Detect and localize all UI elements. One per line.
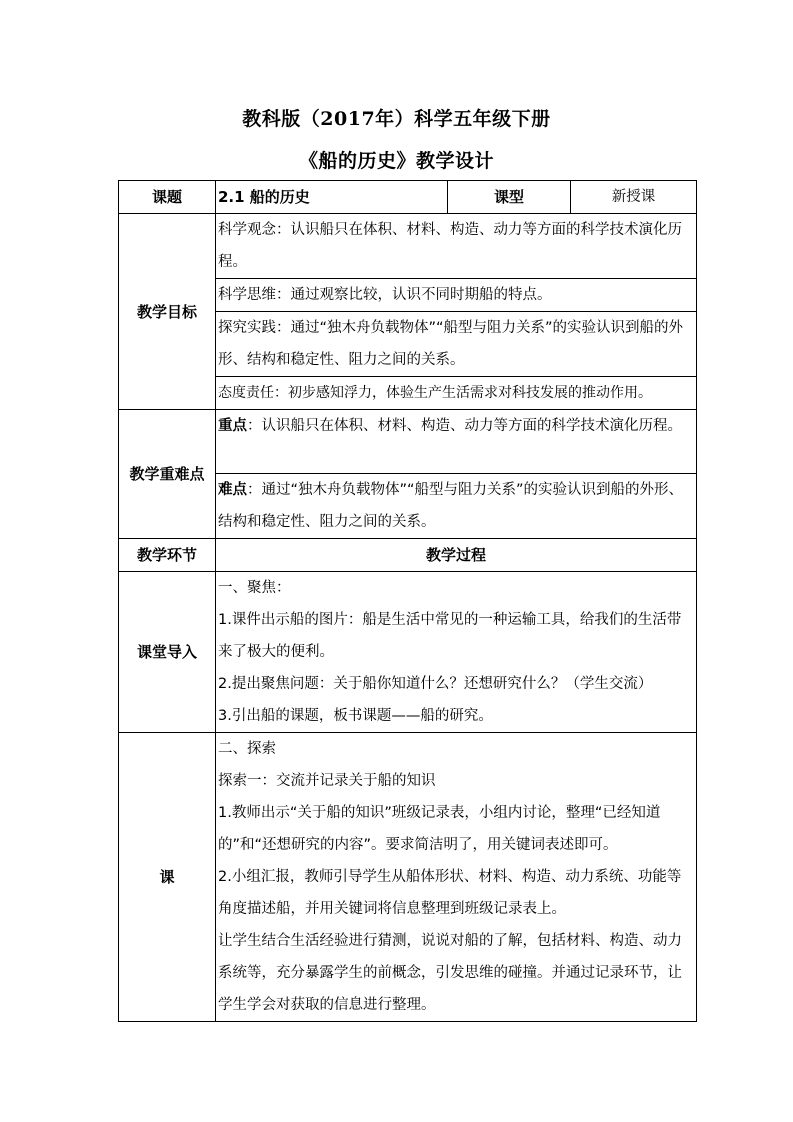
- lesson-line: 1.教师出示“关于船的知识”班级记录表，小组内讨论，整理“已经知道的”和“还想研究的内容”。要求简洁明了，用关键词表述即可。: [218, 805, 661, 853]
- goals-label: 教学目标: [119, 214, 216, 410]
- keypoints-label: 教学重难点: [119, 410, 216, 539]
- intro-line: 一、聚焦：: [218, 580, 291, 596]
- goal-item: 探究实践：通过“独木舟负载物体”“船型与阻力关系”的实验认识到船的外形、结构和稳定性、阻力之间的关系。: [216, 312, 697, 377]
- topic-row: [119, 181, 697, 214]
- document-title: 教科版（2017年）科学五年级下册: [242, 108, 551, 130]
- type-label: 课型: [448, 181, 571, 214]
- intro-row: [119, 572, 697, 733]
- lesson-line: 二、探索: [218, 741, 276, 757]
- intro-line: 1.课件出示船的图片：船是生活中常见的一种运输工具，给我们的生活带来了极大的便利。: [218, 612, 682, 660]
- lesson-content: [216, 733, 697, 1022]
- intro-line: 3.引出船的课题，板书课题——船的研究。: [218, 708, 493, 724]
- process-header-row: [119, 539, 697, 572]
- process-header: 教学过程: [216, 539, 697, 572]
- lesson-line: 2.小组汇报，教师引导学生从船体形状、材料、构造、动力系统、功能等角度描述船，并用关键词将信息整理到班级记录表上。: [218, 869, 682, 917]
- key-point-text: ：认识船只在体积、材料、构造、动力等方面的科学技术演化历程。: [247, 418, 682, 434]
- document-subtitle: 《船的历史》教学设计: [298, 150, 494, 172]
- type-value: 新授课: [571, 181, 697, 214]
- lesson-line: 让学生结合生活经验进行猜测，说说对船的了解，包括材料、构造、动力系统等，充分暴露学生的前概念，引发思维的碰撞。并通过记录环节，让学生学会对获取的信息进行整理。: [218, 933, 682, 1013]
- goal-item: 态度责任：初步感知浮力，体验生产生活需求对科技发展的推动作用。: [216, 377, 697, 410]
- intro-line: 2.提出聚焦问题：关于船你知道什么？还想研究什么？（学生交流）: [218, 676, 653, 692]
- difficult-point-text: ：通过“独木舟负载物体”“船型与阻力关系”的实验认识到船的外形、结构和稳定性、阻力之间的关系。: [218, 482, 684, 530]
- lesson-row: [119, 733, 697, 1022]
- goal-item: 科学思维：通过观察比较，认识不同时期船的特点。: [216, 279, 697, 312]
- lesson-plan-table: [118, 180, 697, 1022]
- intro-label: 课堂导入: [119, 572, 216, 733]
- keypoints-row: [119, 410, 697, 474]
- intro-content: [216, 572, 697, 733]
- difficult-point: [216, 474, 697, 539]
- lesson-line: 探索一：交流并记录关于船的知识: [218, 773, 436, 789]
- key-point: [216, 410, 697, 474]
- difficult-point-title: 难点: [218, 482, 247, 498]
- topic-value: 2.1 船的历史: [216, 181, 448, 214]
- goal-item: 科学观念：认识船只在体积、材料、构造、动力等方面的科学技术演化历程。: [216, 214, 697, 279]
- topic-label: 课题: [119, 181, 216, 214]
- key-point-title: 重点: [218, 418, 247, 434]
- lesson-label: 课: [119, 733, 216, 1022]
- stage-header: 教学环节: [119, 539, 216, 572]
- goals-row: [119, 214, 697, 279]
